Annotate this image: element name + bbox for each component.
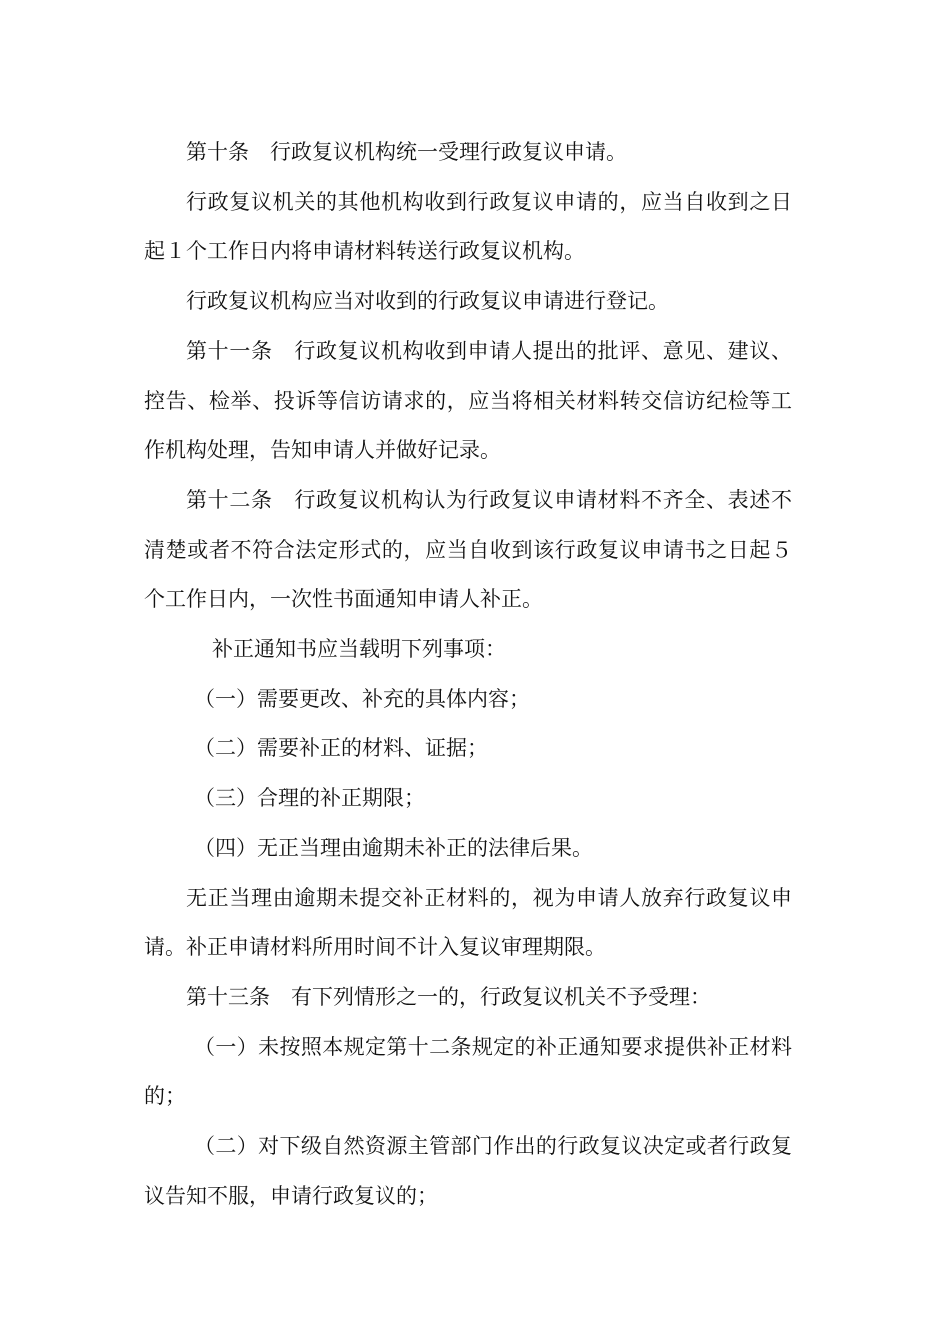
document-body — [144, 128, 792, 1221]
paragraph-article-13: 第十三条 有下列情形之一的，行政复议机关不予受理： — [186, 984, 711, 1009]
paragraph-article-10: 第十条 行政复议机构统一受理行政复议申请。 — [186, 140, 627, 164]
list-item-1: （一）需要更改、补充的具体内容； — [194, 686, 530, 711]
paragraph-registration: 行政复议机构应当对收到的行政复议申请进行登记。 — [186, 289, 669, 314]
list-item-13-1: （一）未按照本规定第十二条规定的补正通知要求提供补正材料的； — [144, 1034, 792, 1109]
paragraph-transfer-rule: 行政复议机关的其他机构收到行政复议申请的，应当自收到之日起１个工作日内将申请材料转送行政复议机构。 — [144, 189, 792, 264]
paragraph-abandonment: 无正当理由逾期未提交补正材料的，视为申请人放弃行政复议申请。补正申请材料所用时间不计入复议审理期限。 — [144, 885, 792, 960]
list-item-2: （二）需要补正的材料、证据； — [194, 736, 488, 761]
list-item-3: （三）合理的补正期限； — [194, 786, 425, 811]
paragraph-article-12: 第十二条 行政复议机构认为行政复议申请材料不齐全、表述不清楚或者不符合法定形式的，应当自收到该行政复议申请书之日起５个工作日内，一次性书面通知申请人补正。 — [144, 487, 792, 612]
paragraph-notice-items-intro: 补正通知书应当载明下列事项： — [212, 637, 506, 662]
list-item-4: （四）无正当理由逾期未补正的法律后果。 — [194, 835, 593, 860]
paragraph-article-11: 第十一条 行政复议机构收到申请人提出的批评、意见、建议、控告、检举、投诉等信访请求的，应当将相关材料转交信访纪检等工作机构处理，告知申请人并做好记录。 — [144, 338, 792, 463]
list-item-13-2: （二）对下级自然资源主管部门作出的行政复议决定或者行政复议告知不服，申请行政复议的； — [144, 1134, 792, 1208]
